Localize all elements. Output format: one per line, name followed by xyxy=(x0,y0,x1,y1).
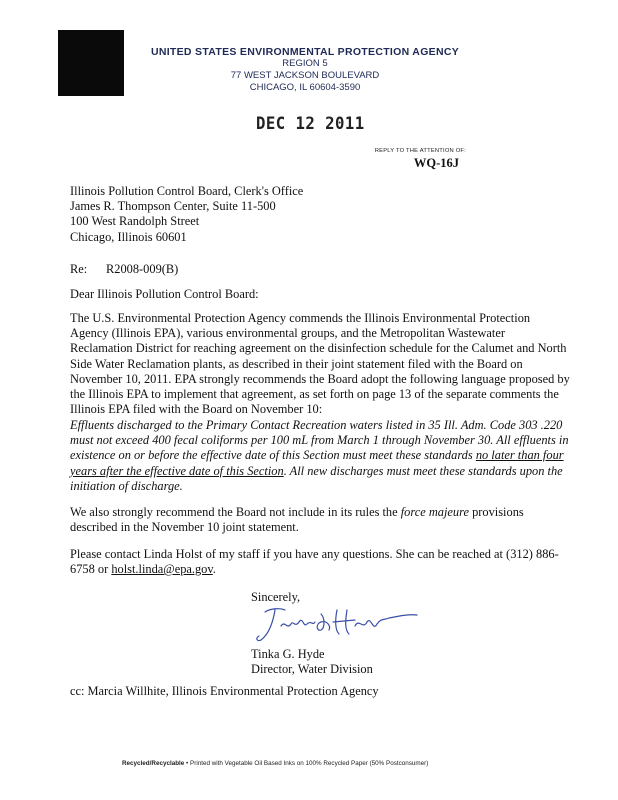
carbon-copy: cc: Marcia Willhite, Illinois Environmental Protection Agency xyxy=(70,684,379,698)
reply-attention xyxy=(375,148,466,171)
salutation: Dear Illinois Pollution Control Board: xyxy=(70,287,259,301)
address-line: Chicago, Illinois 60601 xyxy=(70,229,187,244)
body-paragraph-2 xyxy=(70,505,570,535)
re-line xyxy=(70,262,178,277)
quote-underlined-text: no later than four years after the effective date of this Section xyxy=(70,448,564,478)
closing: Sincerely, xyxy=(251,590,301,604)
quote-text: Effluents discharged to the Primary Contact Recreation waters listed in 35 Ill. Adm. Code 303 .220 must not exceed 400 fecal coliforms per 100 mL from March 1 through November 30. All effluents in existence on or before the effective date of this Section must meet these standards xyxy=(70,418,569,463)
recycled-footer xyxy=(122,760,428,767)
date-stamp: DEC 12 2011 xyxy=(256,114,365,134)
body-paragraph-3 xyxy=(70,547,570,577)
handwritten-signature xyxy=(251,604,421,646)
contact-text-end: . xyxy=(212,562,216,577)
letterhead xyxy=(140,46,470,94)
address-line: Illinois Pollution Control Board, Clerk's Office xyxy=(70,184,304,198)
re-docket: R2008-009(B) xyxy=(106,262,179,276)
body-paragraph-1: The U.S. Environmental Protection Agency commends the Illinois Environmental Protection Agency (Illinois EPA), various environmental groups, and the Metropolitan Wastewater Reclamation District for reaching agreement on the disinfection schedule for the Calumet and North Side Water Reclamation plants, as described in their joint statement filed with the Board on November 10, 2011. EPA strongly recommends the Board adopt the following language proposed by the Illinois EPA to implement that agreement, as set forth on page 13 of the separate comments the Illinois EPA filed with the Board on November 10: xyxy=(70,311,570,417)
contact-email-link[interactable]: holst.linda@epa.gov xyxy=(111,562,213,577)
agency-region: REGION 5 xyxy=(282,58,328,69)
agency-street: 77 WEST JACKSON BOULEVARD xyxy=(230,70,380,81)
reply-label: REPLY TO THE ATTENTION OF: xyxy=(374,148,466,154)
contact-text: Please contact Linda Holst of my staff if you have any questions. She can be reached at (312) 886-6758 or xyxy=(70,547,559,577)
paragraph2-before: We also strongly recommend the Board not include in its rules the xyxy=(70,505,401,519)
footer-text: • Printed with Vegetable Oil Based Inks on 100% Recycled Paper (50% Postconsumer) xyxy=(184,760,429,767)
recipient-address xyxy=(70,184,303,245)
address-line: James R. Thompson Center, Suite 11-500 xyxy=(70,199,276,214)
reply-code: WQ-16J xyxy=(413,156,459,170)
paragraph2-after: provisions described in the November 10 joint statement. xyxy=(70,505,524,535)
signer-title: Director, Water Division xyxy=(251,662,373,676)
agency-name: UNITED STATES ENVIRONMENTAL PROTECTION AGENCY xyxy=(150,46,460,58)
address-line: 100 West Randolph Street xyxy=(70,214,200,229)
signer-name: Tinka G. Hyde xyxy=(251,647,325,661)
agency-city: CHICAGO, IL 60604-3590 xyxy=(249,82,361,93)
proposed-rule-quote xyxy=(70,418,570,494)
force-majeure-term: force majeure xyxy=(400,505,469,519)
re-label: Re: xyxy=(70,262,88,276)
footer-recycled: Recycled/Recyclable xyxy=(122,760,185,767)
redacted-logo xyxy=(58,30,124,96)
quote-text-end: . All new discharges must meet these standards upon the initiation of discharge. xyxy=(70,463,563,493)
